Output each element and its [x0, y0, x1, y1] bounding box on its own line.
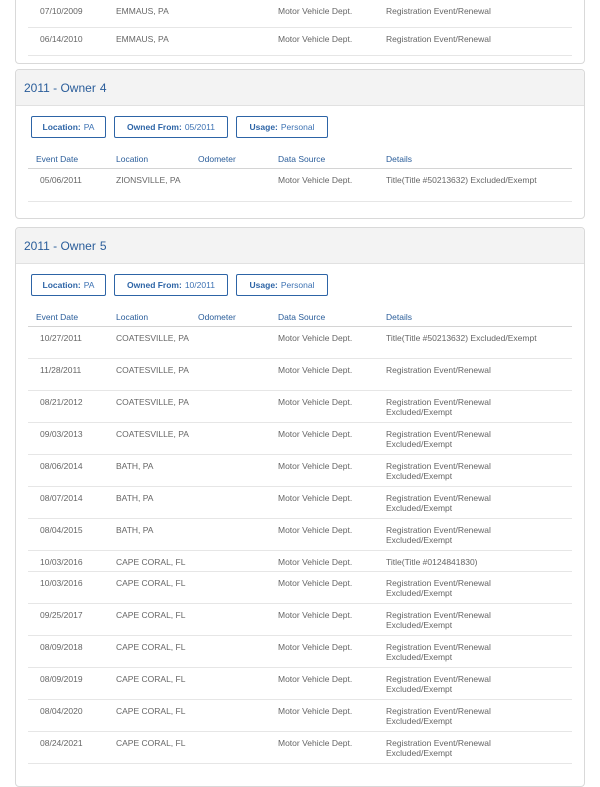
event-date-cell: 08/24/2021 — [40, 738, 83, 748]
col-location: Location — [116, 154, 149, 164]
table-row — [28, 668, 572, 700]
details-cell: Registration Event/Renewal — [386, 34, 491, 44]
data-source-cell: Motor Vehicle Dept. — [278, 738, 353, 748]
details-cell: Registration Event/Renewal — [386, 6, 491, 16]
table-row — [28, 636, 572, 668]
usage-pill[interactable]: Usage: Personal — [236, 274, 328, 296]
data-source-cell: Motor Vehicle Dept. — [278, 333, 353, 343]
table-row — [28, 604, 572, 636]
table-row — [28, 487, 572, 519]
event-date-cell: 11/28/2011 — [40, 365, 82, 375]
owner-3-card-tail — [15, 0, 585, 64]
location-pill[interactable]: Location: PA — [31, 116, 106, 138]
event-date-cell: 10/03/2016 — [40, 578, 83, 588]
event-date-cell: 05/06/2011 — [40, 175, 82, 185]
data-source-cell: Motor Vehicle Dept. — [278, 34, 353, 44]
details-cell: Registration Event/Renewal Excluded/Exempt — [386, 642, 491, 662]
data-source-cell: Motor Vehicle Dept. — [278, 397, 353, 407]
data-source-cell: Motor Vehicle Dept. — [278, 578, 353, 588]
table-row — [28, 0, 572, 28]
col-data-source: Data Source — [278, 312, 326, 322]
details-cell: Title(Title #50213632) Excluded/Exempt — [386, 175, 537, 185]
col-odometer: Odometer — [198, 312, 236, 322]
details-cell: Registration Event/Renewal Excluded/Exempt — [386, 738, 491, 758]
event-date-cell: 08/07/2014 — [40, 493, 83, 503]
event-date-cell: 08/21/2012 — [40, 397, 83, 407]
data-source-cell: Motor Vehicle Dept. — [278, 429, 353, 439]
col-details: Details — [386, 312, 412, 322]
location-pill[interactable]: Location: PA — [31, 274, 106, 296]
details-cell: Registration Event/Renewal Excluded/Exempt — [386, 525, 491, 545]
event-date-cell: 09/03/2013 — [40, 429, 83, 439]
owner-5-card — [15, 227, 585, 787]
location-cell: BATH, PA — [116, 461, 154, 471]
details-cell: Registration Event/Renewal Excluded/Exempt — [386, 493, 491, 513]
details-cell: Registration Event/Renewal Excluded/Exempt — [386, 578, 491, 598]
owned-from-pill[interactable]: Owned From: 05/2011 — [114, 116, 228, 138]
data-source-cell: Motor Vehicle Dept. — [278, 461, 353, 471]
event-date-cell: 06/14/2010 — [40, 34, 83, 44]
table-row — [28, 455, 572, 487]
col-location: Location — [116, 312, 149, 322]
owner-5-header — [16, 228, 584, 264]
event-date-cell: 10/27/2011 — [40, 333, 82, 343]
location-cell: COATESVILLE, PA — [116, 365, 189, 375]
details-cell: Title(Title #50213632) Excluded/Exempt — [386, 333, 537, 343]
details-cell: Registration Event/Renewal Excluded/Exempt — [386, 461, 491, 481]
event-date-cell: 07/10/2009 — [40, 6, 83, 16]
col-data-source: Data Source — [278, 154, 326, 164]
column-headers — [28, 148, 572, 169]
data-source-cell: Motor Vehicle Dept. — [278, 525, 353, 535]
location-cell: CAPE CORAL, FL — [116, 738, 186, 748]
owner-4-header — [16, 70, 584, 106]
data-source-cell: Motor Vehicle Dept. — [278, 610, 353, 620]
col-event-date: Event Date — [36, 312, 79, 322]
history-table-top — [16, 0, 584, 56]
details-cell: Registration Event/Renewal Excluded/Exempt — [386, 610, 491, 630]
data-source-cell: Motor Vehicle Dept. — [278, 6, 353, 16]
location-cell: CAPE CORAL, FL — [116, 557, 186, 567]
table-row — [28, 519, 572, 551]
event-date-cell: 08/06/2014 — [40, 461, 83, 471]
location-cell: CAPE CORAL, FL — [116, 706, 186, 716]
location-cell: CAPE CORAL, FL — [116, 578, 186, 588]
location-cell: BATH, PA — [116, 493, 154, 503]
location-cell: EMMAUS, PA — [116, 6, 169, 16]
table-row — [28, 700, 572, 732]
data-source-cell: Motor Vehicle Dept. — [278, 557, 353, 567]
table-row — [28, 391, 572, 423]
event-date-cell: 08/04/2020 — [40, 706, 83, 716]
history-table-owner-4 — [16, 169, 584, 202]
usage-pill[interactable]: Usage: Personal — [236, 116, 328, 138]
data-source-cell: Motor Vehicle Dept. — [278, 674, 353, 684]
location-cell: COATESVILLE, PA — [116, 333, 189, 343]
event-date-cell: 08/09/2018 — [40, 642, 83, 652]
column-headers — [28, 306, 572, 327]
col-details: Details — [386, 154, 412, 164]
data-source-cell: Motor Vehicle Dept. — [278, 706, 353, 716]
history-table-owner-5 — [16, 327, 584, 764]
col-event-date: Event Date — [36, 154, 79, 164]
owner-5-number: 5 — [99, 238, 107, 253]
details-cell: Registration Event/Renewal Excluded/Exempt — [386, 706, 491, 726]
table-row — [28, 169, 572, 202]
data-source-cell: Motor Vehicle Dept. — [278, 365, 353, 375]
location-cell: CAPE CORAL, FL — [116, 610, 186, 620]
owner-4-title: 2011 - Owner — [24, 80, 96, 95]
location-cell: BATH, PA — [116, 525, 154, 535]
location-cell: CAPE CORAL, FL — [116, 642, 186, 652]
location-cell: ZIONSVILLE, PA — [116, 175, 181, 185]
location-cell: CAPE CORAL, FL — [116, 674, 186, 684]
owner-4-number: 4 — [99, 80, 107, 95]
col-odometer: Odometer — [198, 154, 236, 164]
table-row — [28, 572, 572, 604]
location-cell: COATESVILLE, PA — [116, 397, 189, 407]
table-row — [28, 423, 572, 455]
location-cell: EMMAUS, PA — [116, 34, 169, 44]
owner-4-summary — [16, 116, 584, 138]
details-cell: Registration Event/Renewal Excluded/Exempt — [386, 397, 491, 417]
table-row — [28, 359, 572, 391]
table-row — [28, 732, 572, 764]
owner-4-card — [15, 69, 585, 219]
data-source-cell: Motor Vehicle Dept. — [278, 642, 353, 652]
owner-5-summary — [16, 274, 584, 296]
owned-from-pill[interactable]: Owned From: 10/2011 — [114, 274, 228, 296]
details-cell: Title(Title #0124841830) — [386, 557, 478, 567]
event-date-cell: 09/25/2017 — [40, 610, 83, 620]
details-cell: Registration Event/Renewal Excluded/Exempt — [386, 429, 491, 449]
event-date-cell: 08/09/2019 — [40, 674, 83, 684]
details-cell: Registration Event/Renewal Excluded/Exempt — [386, 674, 491, 694]
table-row — [28, 28, 572, 56]
details-cell: Registration Event/Renewal — [386, 365, 491, 375]
location-cell: COATESVILLE, PA — [116, 429, 189, 439]
owner-5-title: 2011 - Owner — [24, 238, 96, 253]
table-row — [28, 327, 572, 359]
table-row — [28, 551, 572, 572]
event-date-cell: 10/03/2016 — [40, 557, 83, 567]
data-source-cell: Motor Vehicle Dept. — [278, 175, 353, 185]
event-date-cell: 08/04/2015 — [40, 525, 83, 535]
data-source-cell: Motor Vehicle Dept. — [278, 493, 353, 503]
